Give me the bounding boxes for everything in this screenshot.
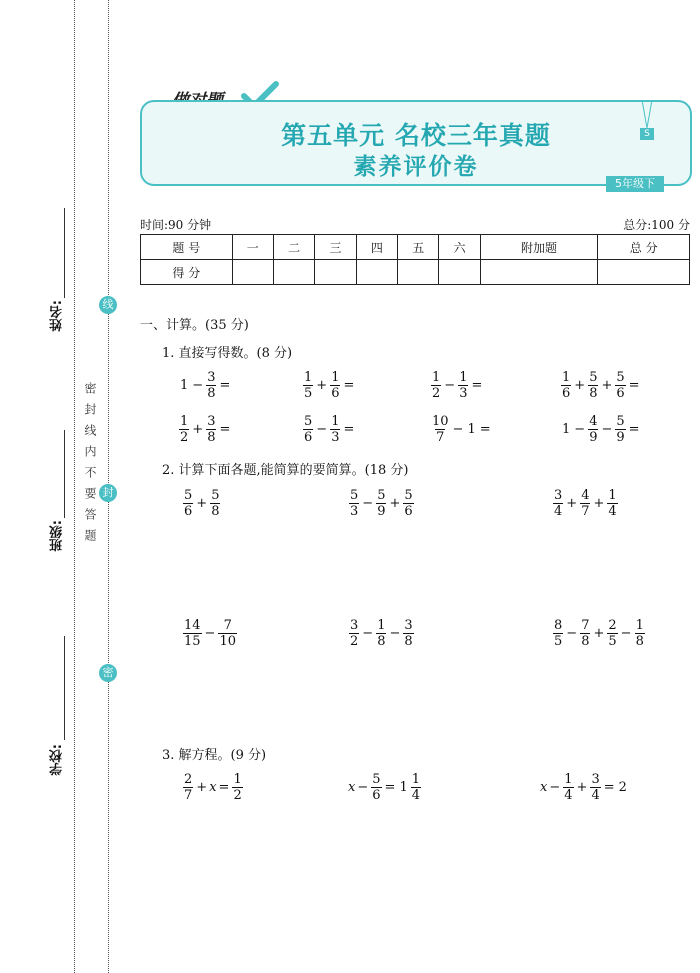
operator: 2 xyxy=(618,780,627,795)
operator: + xyxy=(389,496,401,511)
denominator: 2 xyxy=(233,788,242,803)
operator: = xyxy=(343,422,355,437)
score-header-cell: 总 分 xyxy=(598,235,690,260)
operator: − xyxy=(316,422,328,437)
fraction xyxy=(183,618,202,649)
denominator: 4 xyxy=(591,788,600,803)
operator: + xyxy=(601,378,613,393)
score-table-header-row xyxy=(141,235,690,260)
numerator: 3 xyxy=(207,370,216,385)
seal-mark-mi: 密 xyxy=(99,664,117,682)
numerator: 1 xyxy=(331,414,340,429)
operator: = xyxy=(628,378,640,393)
numerator: 3 xyxy=(591,772,600,787)
name-blank[interactable] xyxy=(64,208,65,298)
operator: 1 xyxy=(467,422,476,437)
numerator: 4 xyxy=(589,414,598,429)
fraction xyxy=(183,488,193,519)
s-badge: S xyxy=(640,128,654,140)
numerator: 1 xyxy=(608,488,617,503)
denominator: 7 xyxy=(184,788,193,803)
class-label: 班级: xyxy=(50,520,65,552)
fraction xyxy=(183,772,193,803)
denominator: 3 xyxy=(331,430,340,445)
q2-item xyxy=(348,488,415,519)
fraction xyxy=(615,414,625,445)
numerator: 3 xyxy=(554,488,563,503)
denominator: 7 xyxy=(581,504,590,519)
denominator: 4 xyxy=(554,504,563,519)
q1-item xyxy=(302,370,356,401)
fraction xyxy=(371,772,381,803)
fraction xyxy=(588,414,598,445)
operator: − xyxy=(549,780,561,795)
fraction xyxy=(411,772,421,803)
score-cell[interactable] xyxy=(439,260,480,285)
numerator: 1 xyxy=(233,772,242,787)
operator: − xyxy=(192,378,204,393)
numerator: 1 xyxy=(635,618,644,633)
numerator: 5 xyxy=(377,488,386,503)
operator: = xyxy=(603,780,615,795)
denominator: 6 xyxy=(404,504,413,519)
numerator: 1 xyxy=(411,772,420,787)
seal-mark-xian: 线 xyxy=(99,296,117,314)
numerator: 2 xyxy=(608,618,617,633)
fraction xyxy=(403,488,413,519)
variable: x xyxy=(348,780,356,795)
score-cell[interactable] xyxy=(480,260,598,285)
denominator: 2 xyxy=(350,634,359,649)
numerator: 3 xyxy=(404,618,413,633)
numerator: 5 xyxy=(616,370,625,385)
fraction xyxy=(588,370,598,401)
fraction xyxy=(553,488,563,519)
fraction xyxy=(218,618,237,649)
grade-badge: 5年级下 xyxy=(606,176,664,192)
numerator: 14 xyxy=(184,618,201,633)
operator: − xyxy=(566,626,578,641)
denominator: 6 xyxy=(304,430,313,445)
denominator: 6 xyxy=(616,386,625,401)
operator: − xyxy=(362,626,374,641)
denominator: 9 xyxy=(616,430,625,445)
denominator: 2 xyxy=(432,386,441,401)
score-cell[interactable] xyxy=(598,260,690,285)
fraction xyxy=(303,370,313,401)
numerator: 5 xyxy=(589,370,598,385)
score-header-cell: 四 xyxy=(356,235,397,260)
fraction xyxy=(330,370,340,401)
denominator: 8 xyxy=(207,386,216,401)
operator: = xyxy=(219,378,231,393)
numerator: 5 xyxy=(404,488,413,503)
operator: = xyxy=(343,378,355,393)
denominator: 8 xyxy=(377,634,386,649)
fraction xyxy=(615,370,625,401)
numerator: 4 xyxy=(581,488,590,503)
operator: 1 xyxy=(399,780,408,795)
denominator: 5 xyxy=(304,386,313,401)
numerator: 1 xyxy=(564,772,573,787)
operator: + xyxy=(576,780,588,795)
operator: − xyxy=(452,422,464,437)
numerator: 1 xyxy=(377,618,386,633)
score-header-cell: 一 xyxy=(232,235,273,260)
fraction xyxy=(210,488,220,519)
fraction xyxy=(232,772,242,803)
title-banner xyxy=(140,100,692,186)
seal-mark-feng: 封 xyxy=(99,484,117,502)
q2-item xyxy=(182,488,221,519)
numerator: 3 xyxy=(350,618,359,633)
total-info: 总分:100 分 xyxy=(623,218,690,232)
operator: − xyxy=(444,378,456,393)
operator: − xyxy=(389,626,401,641)
variable: x xyxy=(540,780,548,795)
operator: − xyxy=(357,780,369,795)
score-cell[interactable] xyxy=(232,260,273,285)
operator: = xyxy=(628,422,640,437)
numerator: 10 xyxy=(432,414,449,429)
score-header-cell: 题 号 xyxy=(141,235,233,260)
operator: 1 xyxy=(562,422,571,437)
numerator: 1 xyxy=(562,370,571,385)
operator: + xyxy=(196,496,208,511)
q2-item xyxy=(552,488,619,519)
score-header-cell: 三 xyxy=(315,235,356,260)
q1-item xyxy=(560,414,642,445)
operator: − xyxy=(362,496,374,511)
fraction xyxy=(303,414,313,445)
fraction xyxy=(179,414,189,445)
score-header-cell: 六 xyxy=(439,235,480,260)
operator: = xyxy=(471,378,483,393)
fraction xyxy=(376,488,386,519)
operator: 1 xyxy=(180,378,189,393)
fraction xyxy=(403,618,413,649)
operator: = xyxy=(218,780,230,795)
fraction xyxy=(431,370,441,401)
operator: + xyxy=(593,496,605,511)
denominator: 10 xyxy=(219,634,236,649)
numerator: 7 xyxy=(223,618,232,633)
operator: − xyxy=(574,422,586,437)
q3-item xyxy=(540,772,629,803)
pendant-icon xyxy=(636,100,658,130)
q3-item xyxy=(182,772,244,803)
school-label: 学校: xyxy=(50,744,65,776)
operator: + xyxy=(593,626,605,641)
school-blank[interactable] xyxy=(64,636,65,740)
denominator: 3 xyxy=(350,504,359,519)
score-header-cell: 附加题 xyxy=(480,235,598,260)
fraction xyxy=(206,370,216,401)
fraction xyxy=(607,618,617,649)
fraction xyxy=(580,488,590,519)
score-cell[interactable] xyxy=(356,260,397,285)
fraction xyxy=(458,370,468,401)
score-row-label: 得 分 xyxy=(141,260,233,285)
denominator: 8 xyxy=(589,386,598,401)
q2-item xyxy=(552,618,646,649)
fraction xyxy=(349,618,359,649)
title-line2: 素养评价卷 xyxy=(353,154,479,180)
denominator: 6 xyxy=(184,504,193,519)
numerator: 5 xyxy=(372,772,381,787)
denominator: 8 xyxy=(404,634,413,649)
operator: − xyxy=(620,626,632,641)
operator: = xyxy=(219,422,231,437)
fraction xyxy=(330,414,340,445)
title-line1: 第五单元 名校三年真题 xyxy=(281,121,551,150)
score-cell[interactable] xyxy=(398,260,439,285)
fraction xyxy=(607,488,617,519)
denominator: 5 xyxy=(554,634,563,649)
score-header-cell: 二 xyxy=(273,235,314,260)
operator: + xyxy=(196,780,208,795)
numerator: 5 xyxy=(211,488,220,503)
denominator: 8 xyxy=(635,634,644,649)
score-table-score-row xyxy=(141,260,690,285)
denominator: 3 xyxy=(459,386,468,401)
denominator: 6 xyxy=(562,386,571,401)
numerator: 5 xyxy=(350,488,359,503)
denominator: 6 xyxy=(331,386,340,401)
operator: + xyxy=(192,422,204,437)
denominator: 15 xyxy=(184,634,201,649)
q3-item xyxy=(348,772,422,803)
numerator: 5 xyxy=(304,414,313,429)
operator: = xyxy=(479,422,491,437)
denominator: 4 xyxy=(411,788,420,803)
fraction xyxy=(580,618,590,649)
variable: x xyxy=(209,780,217,795)
q1-item xyxy=(560,370,642,401)
fraction xyxy=(431,414,450,445)
numerator: 1 xyxy=(459,370,468,385)
q1-item xyxy=(430,414,493,445)
denominator: 5 xyxy=(608,634,617,649)
numerator: 3 xyxy=(207,414,216,429)
q3-title: 3. 解方程。(9 分) xyxy=(162,748,267,763)
denominator: 7 xyxy=(436,430,445,445)
seal-text: 密封线内不要答题 xyxy=(83,382,97,550)
denominator: 9 xyxy=(377,504,386,519)
operator: − xyxy=(204,626,216,641)
fraction xyxy=(563,772,573,803)
numerator: 8 xyxy=(554,618,563,633)
numerator: 5 xyxy=(184,488,193,503)
denominator: 9 xyxy=(589,430,598,445)
fraction xyxy=(376,618,386,649)
denominator: 2 xyxy=(180,430,189,445)
q1-item xyxy=(430,370,484,401)
q1-item xyxy=(302,414,356,445)
score-header-cell: 五 xyxy=(398,235,439,260)
fraction xyxy=(590,772,600,803)
denominator: 4 xyxy=(608,504,617,519)
q1-item xyxy=(178,370,232,401)
numerator: 1 xyxy=(180,414,189,429)
denominator: 4 xyxy=(564,788,573,803)
operator: + xyxy=(316,378,328,393)
name-label: 姓名: xyxy=(50,300,65,332)
score-cell[interactable] xyxy=(273,260,314,285)
numerator: 2 xyxy=(184,772,193,787)
q2-item xyxy=(348,618,415,649)
numerator: 1 xyxy=(432,370,441,385)
operator: − xyxy=(601,422,613,437)
numerator: 7 xyxy=(581,618,590,633)
fraction xyxy=(349,488,359,519)
score-cell[interactable] xyxy=(315,260,356,285)
numerator: 5 xyxy=(616,414,625,429)
denominator: 6 xyxy=(372,788,381,803)
denominator: 8 xyxy=(211,504,220,519)
numerator: 1 xyxy=(304,370,313,385)
numerator: 1 xyxy=(331,370,340,385)
section1-title: 一、计算。(35 分) xyxy=(140,318,249,333)
margin-dotted-line-left xyxy=(74,0,75,973)
operator: = xyxy=(384,780,396,795)
fraction xyxy=(635,618,645,649)
denominator: 8 xyxy=(581,634,590,649)
q1-title: 1. 直接写得数。(8 分) xyxy=(162,346,293,361)
class-blank[interactable] xyxy=(64,430,65,518)
score-table xyxy=(140,234,690,285)
fraction xyxy=(206,414,216,445)
q2-item xyxy=(182,618,238,649)
operator: + xyxy=(574,378,586,393)
q2-title: 2. 计算下面各题,能简算的要简算。(18 分) xyxy=(162,463,409,478)
denominator: 8 xyxy=(207,430,216,445)
operator: + xyxy=(566,496,578,511)
fraction xyxy=(561,370,571,401)
time-info: 时间:90 分钟 xyxy=(140,218,212,232)
q1-item xyxy=(178,414,232,445)
fraction xyxy=(553,618,563,649)
